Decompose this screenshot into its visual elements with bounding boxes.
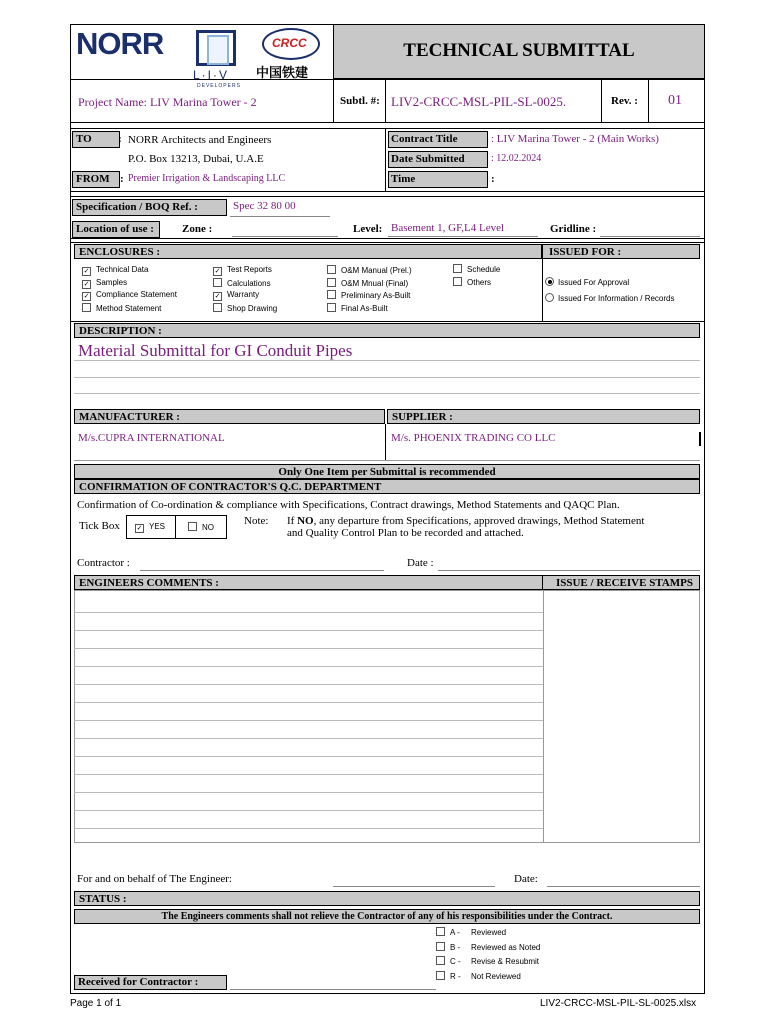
enclosure-item-label: Shop Drawing	[227, 303, 278, 313]
enclosure-item-label: Method Statement	[96, 303, 162, 313]
status-option-label: Revise & Resubmit	[471, 957, 540, 966]
comment-rule-line	[74, 828, 543, 829]
comment-rule-line	[74, 684, 543, 685]
checkbox-checked-icon[interactable]: ✓	[214, 268, 221, 275]
comment-rule-line	[74, 630, 543, 631]
checkbox-checked-icon[interactable]: ✓	[83, 280, 90, 288]
note-label: Note:	[244, 515, 269, 527]
checkbox-icon[interactable]	[213, 278, 222, 287]
note-text-line-2: and Quality Control Plan to be recorded and attached.	[287, 527, 524, 539]
issued-for-option-label: Issued For Information / Records	[558, 294, 675, 303]
disclaimer-banner	[74, 909, 700, 924]
engineer-signature-line[interactable]	[333, 886, 495, 887]
enclosure-item-label: Preliminary As-Built	[341, 291, 411, 300]
comments-area[interactable]	[74, 590, 544, 843]
crcc-globe-icon	[262, 28, 320, 60]
enclosures-heading: ENCLOSURES :	[74, 244, 542, 259]
date-submitted-label: Date Submitted	[391, 153, 465, 165]
no-option[interactable]	[188, 522, 214, 533]
level-label: Level:	[353, 223, 383, 235]
note-text-line-1	[287, 515, 644, 527]
status-option-code: R -	[450, 971, 461, 981]
enclosure-item[interactable]	[327, 265, 412, 276]
yes-option[interactable]	[135, 522, 165, 533]
description-value[interactable]: Material Submittal for GI Conduit Pipes	[78, 341, 353, 360]
comment-rule-line	[74, 774, 543, 775]
checkbox-icon[interactable]	[327, 278, 336, 287]
received-label: Received for Contractor :	[78, 976, 199, 988]
contract-title-label: Contract Title	[391, 133, 458, 145]
behalf-label: For and on behalf of The Engineer:	[77, 873, 232, 885]
to-line-2[interactable]: P.O. Box 13213, Dubai, U.A.E	[128, 153, 264, 165]
status-option-label: Not Reviewed	[471, 971, 521, 981]
issued-for-option[interactable]	[545, 277, 629, 288]
issued-for-heading-text: ISSUED FOR :	[549, 246, 622, 258]
subtl-value[interactable]: LIV2-CRCC-MSL-PIL-SL-0025.	[391, 94, 567, 109]
note-text-part-2: , any departure from Specifications, approved drawings, Method Statement	[313, 515, 645, 527]
yes-checkbox-icon[interactable]: ✓	[136, 525, 143, 532]
enclosure-item[interactable]	[213, 303, 277, 314]
engineers-comments-heading: ENGINEERS COMMENTS :	[74, 575, 544, 590]
comment-rule-line	[74, 738, 543, 739]
subtl-label: Subtl. #:	[340, 95, 380, 107]
enclosure-item[interactable]	[453, 264, 500, 275]
contractor-label: Contractor :	[77, 557, 130, 569]
crcc-logo: CRCC	[272, 36, 307, 50]
checkbox-icon[interactable]	[213, 303, 222, 312]
tick-box-label: Tick Box	[79, 520, 120, 532]
from-value[interactable]: Premier Irrigation & Landscaping LLC	[128, 173, 286, 184]
page-title: TECHNICAL SUBMITTAL	[403, 40, 635, 61]
stamps-heading-text: ISSUE / RECEIVE STAMPS	[555, 577, 693, 589]
enclosure-item-label: O&M Mnual (Final)	[341, 278, 409, 288]
radio-selected-icon[interactable]	[545, 277, 554, 286]
checkbox-checked-icon[interactable]: ✓	[83, 293, 90, 300]
status-option[interactable]	[436, 956, 539, 967]
supplier-value[interactable]: M/s. PHOENIX TRADING CO LLC	[391, 432, 556, 444]
one-item-banner	[74, 464, 700, 479]
to-colon: :	[118, 133, 122, 145]
contractor-signature-line[interactable]	[140, 570, 384, 571]
time-label: Time	[391, 173, 416, 185]
status-option-label: Reviewed as Noted	[471, 942, 541, 952]
spec-label: Specification / BOQ Ref. :	[76, 201, 198, 213]
enclosure-item-label: Others	[467, 277, 492, 287]
status-option-code: B -	[450, 942, 461, 952]
manufacturer-value[interactable]: M/s.CUPRA INTERNATIONAL	[78, 432, 225, 444]
enclosure-item[interactable]	[213, 265, 272, 276]
engineer-date-label: Date:	[514, 873, 538, 885]
enclosure-item[interactable]	[213, 290, 259, 301]
supplier-heading: SUPPLIER :	[387, 409, 700, 424]
engineer-date-line[interactable]	[547, 886, 700, 887]
spec-value[interactable]: Spec 32 80 00	[233, 200, 296, 212]
qc-heading: CONFIRMATION OF CONTRACTOR'S Q.C. DEPARTMENT	[74, 479, 700, 494]
enclosure-item-label: Warranty	[227, 290, 260, 299]
comment-rule-line	[74, 612, 543, 613]
enclosure-item[interactable]	[82, 290, 177, 301]
comment-rule-line	[74, 720, 543, 721]
location-label: Location of use :	[76, 223, 154, 235]
checkbox-icon[interactable]	[327, 303, 336, 312]
comment-rule-line	[74, 702, 543, 703]
project-name: Project Name: LIV Marina Tower - 2	[78, 95, 257, 109]
liv-logo-icon	[196, 30, 236, 66]
checkbox-icon[interactable]	[436, 927, 445, 936]
status-option-label: Reviewed	[471, 928, 507, 937]
liv-logo-text: L·I·V	[193, 68, 230, 82]
stamps-area	[543, 590, 700, 843]
yes-label: YES	[149, 522, 166, 531]
checkbox-checked-icon[interactable]: ✓	[83, 268, 90, 275]
norr-logo: NORR	[76, 26, 164, 61]
note-text-part-1: If	[287, 515, 298, 527]
checkbox-icon[interactable]	[436, 971, 445, 980]
disclaimer-text: The Engineers comments shall not relieve the Contractor of any of his responsibilities under the Contract.	[161, 911, 613, 922]
from-colon: :	[120, 173, 124, 185]
gridline-label: Gridline :	[550, 223, 597, 235]
stamps-heading	[542, 575, 700, 590]
status-heading: STATUS :	[74, 891, 700, 906]
enclosure-item-label: Technical Data	[96, 265, 149, 274]
enclosure-item[interactable]	[213, 278, 271, 289]
checkbox-icon[interactable]	[82, 303, 91, 312]
enclosure-item[interactable]	[82, 278, 127, 289]
manufacturer-heading: MANUFACTURER :	[74, 409, 385, 424]
time-value[interactable]: :	[491, 173, 495, 185]
rev-value[interactable]: 01	[668, 93, 682, 108]
no-checkbox-icon[interactable]	[188, 522, 197, 531]
enclosure-item-label: Test Reports	[227, 265, 272, 274]
to-label: TO	[76, 133, 92, 145]
checkbox-checked-icon[interactable]: ✓	[214, 293, 221, 300]
date-submitted-value[interactable]: : 12.02.2024	[491, 153, 542, 164]
to-line-1[interactable]: NORR Architects and Engineers	[128, 134, 272, 146]
comment-rule-line	[74, 810, 543, 811]
enclosure-item[interactable]	[327, 278, 408, 289]
radio-icon[interactable]	[545, 293, 554, 302]
checkbox-icon[interactable]	[453, 277, 462, 286]
issued-for-option-label: Issued For Approval	[558, 278, 630, 287]
liv-logo-sub: DEVELOPERS	[197, 83, 241, 89]
checkbox-icon[interactable]	[453, 264, 462, 273]
checkbox-icon[interactable]	[436, 956, 445, 965]
file-name: LIV2-CRCC-MSL-PIL-SL-0025.xlsx	[540, 998, 697, 1009]
status-option[interactable]	[436, 971, 521, 982]
comment-rule-line	[74, 666, 543, 667]
contract-title-value[interactable]: : LIV Marina Tower - 2 (Main Works)	[491, 133, 659, 145]
note-text-bold: NO	[297, 515, 314, 527]
comment-rule-line	[74, 756, 543, 757]
received-signature-line[interactable]	[230, 989, 436, 990]
enclosure-item-label: Final As-Built	[341, 303, 388, 313]
comment-rule-line	[74, 792, 543, 793]
enclosure-item[interactable]	[453, 277, 491, 288]
checkbox-icon[interactable]	[327, 265, 336, 274]
crcc-chinese-name: 中国铁建	[256, 65, 309, 80]
enclosure-item[interactable]	[327, 303, 388, 314]
enclosure-item-label: Calculations	[227, 278, 271, 288]
status-option[interactable]	[436, 927, 506, 938]
from-label: FROM	[76, 173, 110, 185]
comment-rule-line	[74, 648, 543, 649]
status-option[interactable]	[436, 942, 540, 953]
issued-for-option[interactable]	[545, 293, 675, 304]
page-number: Page 1 of 1	[70, 998, 122, 1009]
description-heading: DESCRIPTION :	[74, 323, 700, 338]
qc-date-line[interactable]	[438, 570, 700, 571]
no-label: NO	[202, 523, 214, 532]
rev-label: Rev. :	[611, 95, 638, 107]
one-item-banner-text: Only One Item per Submittal is recommended	[278, 466, 496, 478]
qc-date-label: Date :	[407, 557, 434, 569]
checkbox-icon[interactable]	[436, 942, 445, 951]
enclosure-item[interactable]	[327, 290, 410, 301]
enclosure-item[interactable]	[82, 303, 161, 314]
zone-label: Zone :	[182, 223, 213, 235]
enclosure-item-label: O&M Manual (Prel.)	[341, 266, 412, 275]
enclosure-item-label: Samples	[96, 277, 128, 287]
status-option-code: A -	[450, 928, 460, 937]
enclosure-item[interactable]	[82, 265, 148, 276]
enclosure-item-label: Compliance Statement	[96, 290, 177, 299]
qc-confirmation-text: Confirmation of Co-ordination & compliance with Specifications, Contract drawings, Method Statements and QAQC Plan.	[77, 499, 620, 511]
enclosure-item-label: Schedule	[467, 265, 501, 274]
checkbox-icon[interactable]	[327, 290, 336, 299]
level-value[interactable]: Basement 1, GF,L4 Level	[391, 222, 505, 234]
status-option-code: C -	[450, 957, 461, 966]
